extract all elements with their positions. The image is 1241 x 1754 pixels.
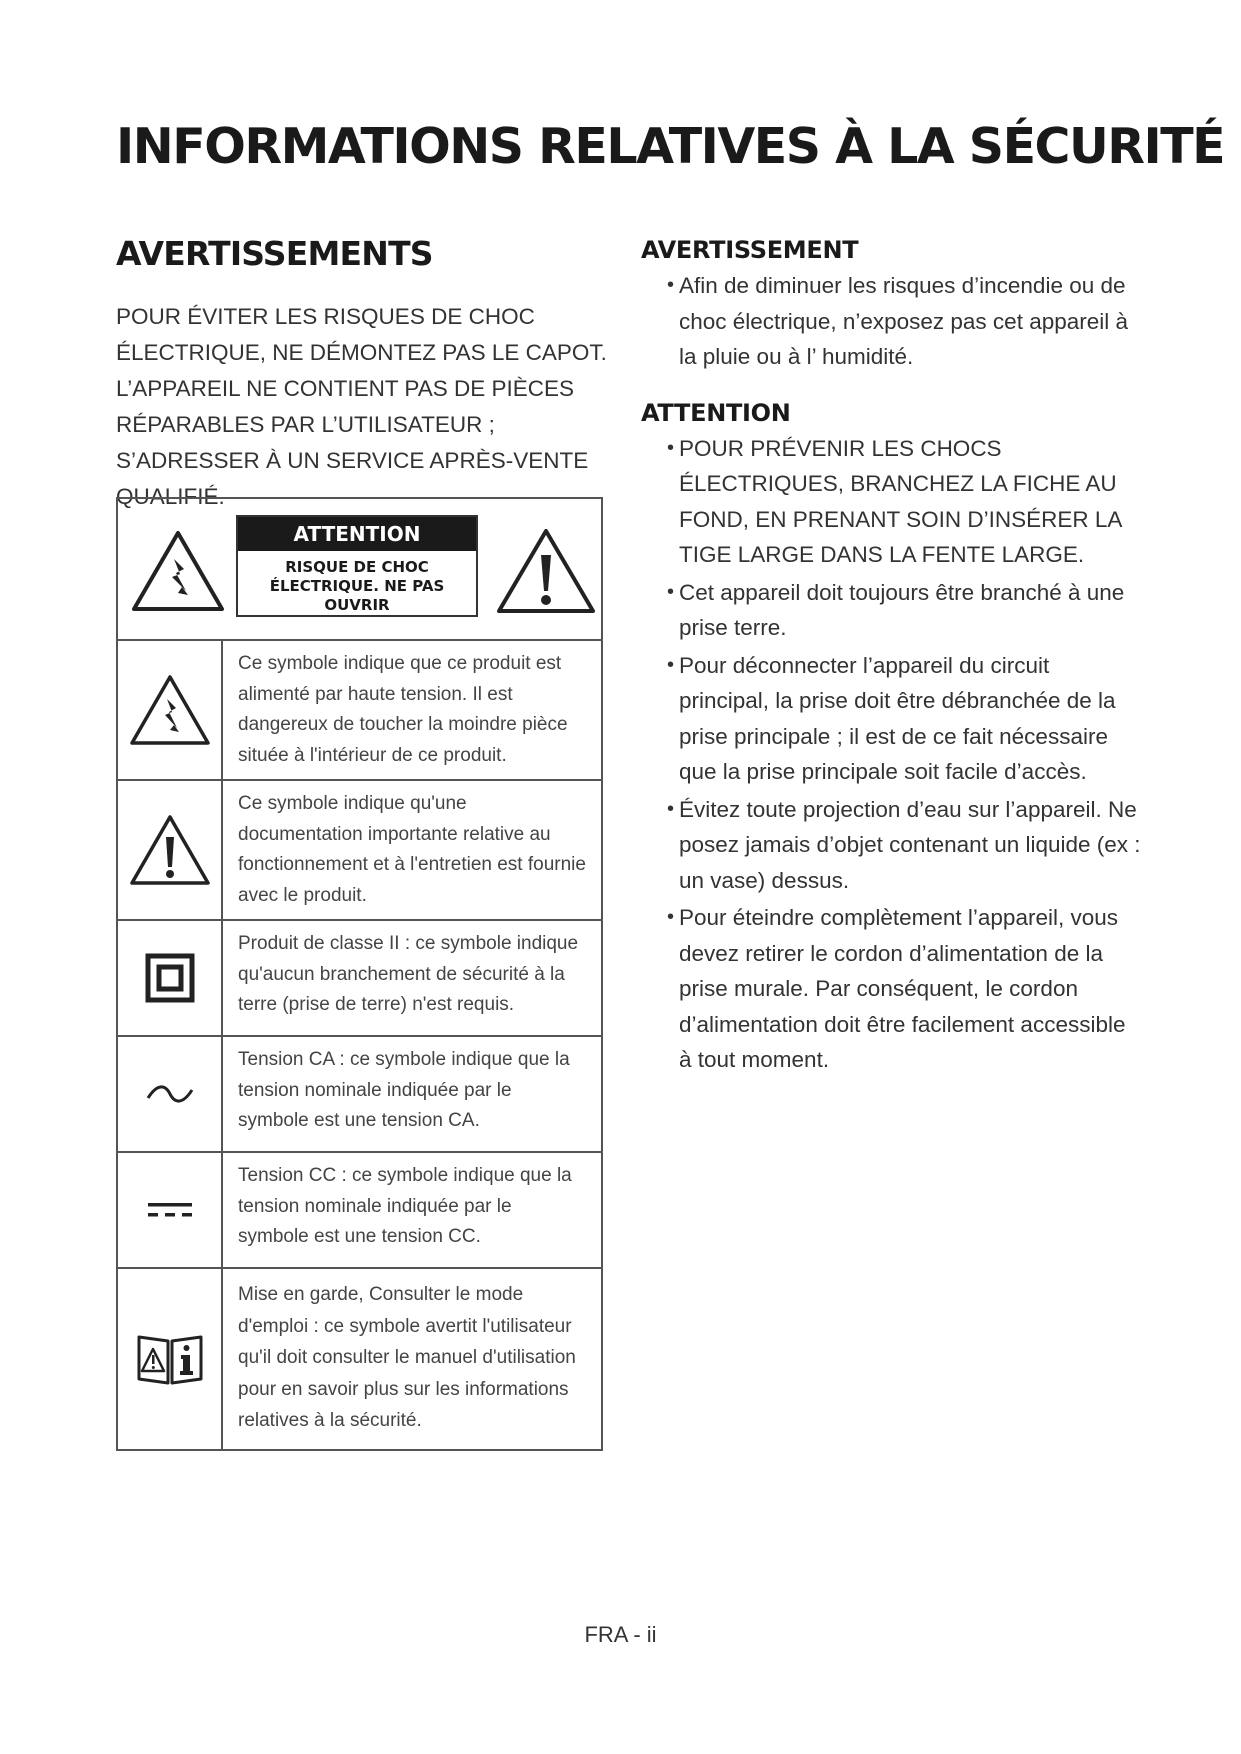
caution-label-box [236, 515, 478, 617]
bullet-icon: • [667, 274, 675, 296]
caution-title: ATTENTION [238, 517, 476, 551]
list-item [667, 900, 1141, 1078]
exclamation-triangle-icon [495, 527, 597, 620]
caution-text: RISQUE DE CHOC ÉLECTRIQUE. NE PAS OUVRIR [269, 558, 445, 614]
list-item-text: Afin de diminuer les risques d’incendie ou de choc électrique, n’exposez pas cet appareil à la pluie ou à l’ humidité. [679, 273, 1129, 369]
warning-heading: AVERTISSEMENT [641, 236, 859, 264]
symbol-row [118, 641, 601, 781]
safety-symbol-table [116, 497, 603, 1451]
list-item-text: Pour déconnecter l’appareil du circuit principal, la prise doit être débranchée de la prise principale ; il est de ce fait nécessaire que la prise principale soit facile d’accès. [679, 652, 1116, 784]
symbol-description: Tension CA : ce symbole indique que la tension nominale indiquée par le symbole est une tension CA. [238, 1049, 570, 1131]
bullet-icon: • [667, 797, 675, 820]
attention-heading: ATTENTION [641, 398, 791, 427]
symbol-description: Ce symbole indique que ce produit est alimenté par haute tension. Il est dangereux de toucher la moindre pièce située à l'intérieur de ce produit. [238, 653, 568, 766]
symbol-table-header [118, 499, 601, 641]
attention-section [641, 399, 1141, 1078]
symbol-row [118, 1153, 601, 1269]
list-item-text: Évitez toute projection d’eau sur l’appareil. Ne posez jamais d’objet contenant un liquide (ex : un vase) dessus. [679, 796, 1141, 893]
symbol-row [118, 921, 601, 1037]
list-item [667, 648, 1141, 790]
exclamation-triangle-icon [118, 781, 223, 919]
symbol-row [118, 1269, 601, 1449]
list-item-text: Cet appareil doit toujours être branché à une prise terre. [679, 579, 1125, 640]
list-item-text: POUR PRÉVENIR LES CHOCS ÉLECTRIQUES, BRANCHEZ LA FICHE AU FOND, EN PRENANT SOIN D’INSÉRER LA TIGE LARGE DANS LA FENTE LARGE. [679, 435, 1122, 567]
symbol-description: Produit de classe II : ce symbole indique qu'aucun branchement de sécurité à la terre (prise de terre) n'est requis. [238, 933, 579, 1015]
list-item [667, 431, 1141, 573]
symbol-description: Ce symbole indique qu'une documentation importante relative au fonctionnement et à l'entretien est fournie avec le produit. [238, 793, 586, 906]
page-number: FRA - ii [584, 1622, 657, 1647]
left-column [116, 234, 610, 515]
ac-wave-icon [118, 1037, 223, 1151]
symbol-row [118, 781, 601, 921]
manual-info-icon [118, 1269, 223, 1449]
high-voltage-triangle-icon [118, 641, 223, 779]
shock-warning-text: POUR ÉVITER LES RISQUES DE CHOC ÉLECTRIQUE, NE DÉMONTEZ PAS LE CAPOT. L’APPAREIL NE CONTIENT PAS DE PIÈCES RÉPARABLES PAR L’UTILISATEUR ; S’ADRESSER À UN SERVICE APRÈS-VENTE QUALIFIÉ. [116, 304, 607, 509]
bullet-icon: • [667, 580, 675, 603]
page-title: INFORMATIONS RELATIVES À LA SÉCURITÉ [116, 118, 1225, 175]
list-item [667, 268, 1141, 375]
bullet-icon: • [667, 653, 675, 676]
right-column [641, 236, 1141, 1080]
list-item [667, 575, 1141, 646]
symbol-row [118, 1037, 601, 1153]
high-voltage-triangle-icon [130, 529, 226, 618]
bullet-icon: • [667, 906, 675, 928]
bullet-icon: • [667, 436, 675, 459]
attention-list [641, 431, 1141, 1078]
warnings-heading: AVERTISSEMENTS [116, 234, 433, 273]
warning-list [641, 268, 1141, 375]
double-square-class-ii-icon [118, 921, 223, 1035]
symbol-description: Tension CC : ce symbole indique que la tension nominale indiquée par le symbole est une tension CC. [238, 1165, 572, 1247]
list-item-text: Pour éteindre complètement l’appareil, vous devez retirer le cordon d’alimentation de la prise murale. Par conséquent, le cordon d’alimentation doit être facilement accessible à tout moment. [679, 905, 1126, 1072]
list-item [667, 792, 1141, 899]
symbol-description: Mise en garde, Consulter le mode d'emploi : ce symbole avertit l'utilisateur qu'il doit consulter le manuel d'utilisation pour en savoir plus sur les informations relatives à la sécurité. [238, 1284, 576, 1431]
dc-voltage-icon [118, 1153, 223, 1267]
